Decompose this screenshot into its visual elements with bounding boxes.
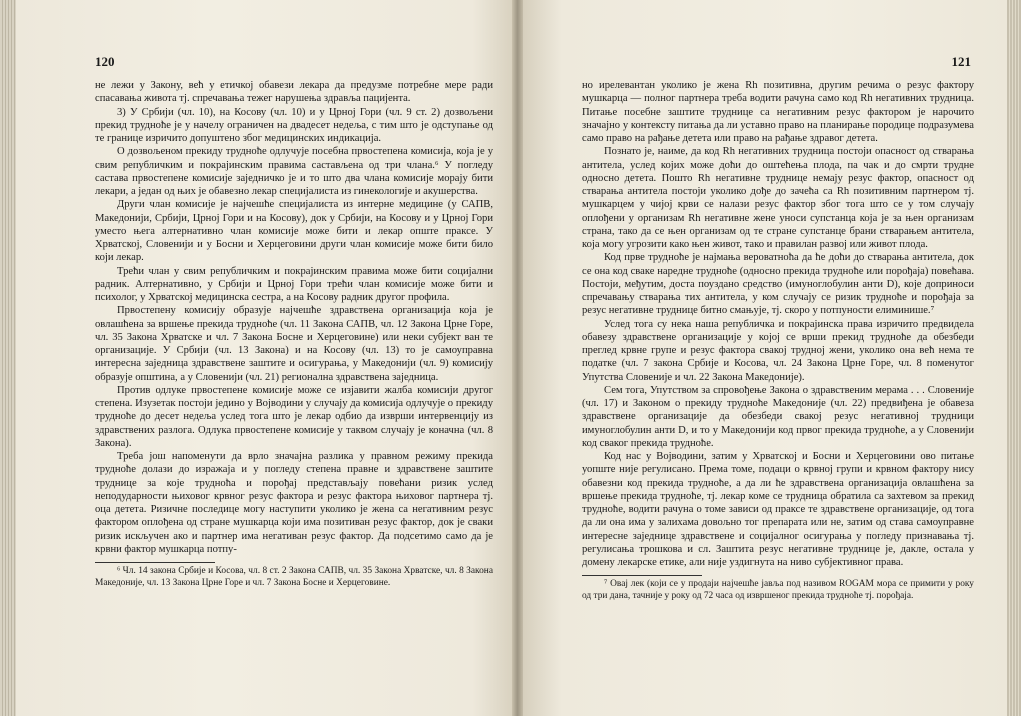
footnote-rule	[95, 562, 215, 563]
footnote-rule	[582, 575, 702, 576]
paragraph: Услед тога су нека наша републичка и покрајинска права изричито предвидела обавезу здравствене организације у којој се врши прекид трудноће да обезбеди преглед крвне групе и резус фактора свакој трудној жени, уколико она већ нема те податке (чл. 7 закона Србије и Косова, чл. 24 Закона Црне Горе, чл. 8 поменутог Упутства Словеније и чл. 22 Закона Македоније).	[582, 318, 974, 383]
paragraph: Против одлуке првостепене комисије може се изјавити жалба комисији другог степена. Изузетак постоји једино у Војводини у случају да комисија одлучује о прекиду трудноће до десет недеља услед тога што је лекар одбио да изврши интервенцију из здравствених разлога. Одлука првостепене комисије у таквом случају је коначна (чл. 8 Закона).	[95, 384, 493, 449]
paragraph: Други члан комисије је најчешће специјалиста из интерне медицине (у САПВ, Македонији, Србији, Црној Гори и на Косову), док у Србији, на Косову и у Црној Гори уместо њега алтернативно члан комисије може бити и лекар опште праксе. У Хрватској, Словенији и у Босни и Херцеговини други члан комисије може бити било који лекар.	[95, 199, 493, 264]
page-edges-left	[0, 0, 16, 716]
page-number-left: 120	[95, 54, 115, 69]
paragraph: Сем тога, Упутством за спровођење Закона о здравственим мерама . . . Словеније (чл. 17) и Законом о прекиду трудноће Македоније (чл. 22) предвиђена је обавеза здравствене организације да обезбеди свакој резус негативној трудници имуноглобулин анти D, и то у Македонији код првог прекида трудноће, а у Словенији код сваког прекида трудноће.	[582, 384, 974, 449]
page-number-right: 121	[951, 54, 971, 69]
paragraph: Код прве трудноће је најмања вероватноћа да ће доћи до стварања антитела, док се она код сваке наредне трудноће (односно прекида трудноће или порођаја) повећава. Постоји, међутим, доста поуздано средство (имуноглобулин анти D), које доприноси спречавању стварања тих антитела, у ком случају се ризик трудноће и порођаја за резус негативне труднице битно смањује, тј. скоро у потпуности елиминише.⁷	[582, 252, 974, 317]
paragraph: Треба још напоменути да врло значајна разлика у правном режиму прекида трудноће долази до изражаја и у погледу степена правне и здравствене заштите труднице за које трудноћа и порођај представљају повећани ризик услед неподударности њиховог крвног резус фактора и резус фактора њиховог партнера тј. оца детета. Ризичне последице могу наступити уколико је жена са негативним резус фактором оплођена од стране мушкарца који има позитиван резус фактор, док је сваки ризик искључен ако и партнер има негативан резус фактор. Да подсетимо само да је крвни фактор мушкарца потпу-	[95, 451, 493, 555]
paragraph: не лежи у Закону, већ у етичкој обавези лекара да предузме потребне мере ради спасавања живота тј. спречавања тежег нарушења здравља пацијента.	[95, 80, 493, 105]
paragraph: Првостепену комисију образује најчешће здравствена организација која је овлашћена за вршење прекида трудноће (чл. 11 Закона САПВ, чл. 12 Закона Црне Горе, чл. 35 Закона Хрватске и чл. 7 Закона Босне и Херцеговине) или неки субјект ван те организације. У Србији (чл. 13 Закона) и на Косову (чл. 13) то је самоуправна интересна заједница здравствене заштите и осигурања, у Македонији (чл. 9) комисију образује општина, а у Словенији (чл. 21) регионална здравствена заједница.	[95, 305, 493, 383]
left-page-text	[95, 79, 493, 589]
left-page	[16, 0, 512, 716]
page-edges-right	[1007, 0, 1021, 716]
paragraph: 3) У Србији (чл. 10), на Косову (чл. 10) и у Црној Гори (чл. 9 ст. 2) дозвољени прекид трудноће је у начелу ограничен на двадесет недеља, с тим што је одступање од те границе изричито допуштено због медицинских индикација.	[95, 106, 493, 144]
paragraph: О дозвољеном прекиду трудноће одлучује посебна првостепена комисија, која је у свим републичким и покрајинским правима састављена од три члана.⁶ У погледу састава првостепене комисије заједничко је и то што два члана комисије морају бити лекари, а један од њих је обавезно лекар специјалиста из гинекологије и акушерства.	[95, 146, 493, 197]
footnote: ⁶ Чл. 14 закона Србије и Косова, чл. 8 ст. 2 Закона САПВ, чл. 35 Закона Хрватске, чл. 8 Закона Македоније, чл. 13 Закона Црне Горе и чл. 7 Закона Босне и Херцеговине.	[95, 566, 493, 588]
footnote: ⁷ Овај лек (који се у продаји најчешће јавља под називом ROGAM мора се примити у року од три дана, тачније у року од 72 часа од извршеног прекида трудноће тј. порођаја.	[582, 579, 974, 601]
right-page-text	[582, 79, 974, 602]
paragraph: Познато је, наиме, да код Rh негативних трудница постоји опасност од стварања антитела, услед којих може доћи до оштећења плода, па чак и до смрти трудне односно детета. Пошто Rh негативне труднице немају резус фактор, опасност од стварања антитела постоји уколико дође до зачећа са Rh позитивним партнером тј. мушкарцем у чијој крви се налази резус фактор због тога што се у том случају оплођени у организам Rh негативне жене уноси супстанца која је за њен организам страна, тако да се њен организам од те стране супстанце брани стварањем антитела, која могу угрозити како њен живот, тако и правилан развој или живот плода.	[582, 146, 974, 250]
paragraph: Код нас у Војводини, затим у Хрватској и Босни и Херцеговини ово питање уопште није регулисано. Према томе, подаци о крвној групи и крвном фактору нису обавезни код прекида трудноће, а да ли ће здравствена организација овлашћена за вршење прекида трудноће, тј. лекар коме се трудница обратила са захтевом за прекид трудноће, водити рачуна о томе зависи од праксе те здравствене организације, од тога да ли она има у залихама довољно тог препарата или не, затим од става самоуправне интересне заједнице здравствене и социјалног осигурања у погледу признавања тј. регулисања трошкова и сл. Заштита резус негативне труднице је, дакле, остала у домену лекарске етике, али није уздигнута на ниво субјективног права.	[582, 451, 974, 568]
paragraph: но ирелевантан уколико је жена Rh позитивна, другим речима о резус фактору мушкарца — полног партнера треба водити рачуна само код Rh негативних трудница. Питање посебне заштите труднице са негативним резус фактором је нарочито значајно у контексту питања да ли уставно право на планирање породице подразумева само право на рађање детета или право на рађање здравог детета.	[582, 80, 974, 144]
right-page	[523, 0, 1007, 716]
book-gutter	[512, 0, 523, 716]
paragraph: Трећи члан у свим републичким и покрајинским правима може бити социјални радник. Алтернативно, у Србији и Црној Гори трећи члан комисије може бити и психолог, у Хрватској медицинска сестра, а на Косову радник другог профила.	[95, 265, 493, 303]
